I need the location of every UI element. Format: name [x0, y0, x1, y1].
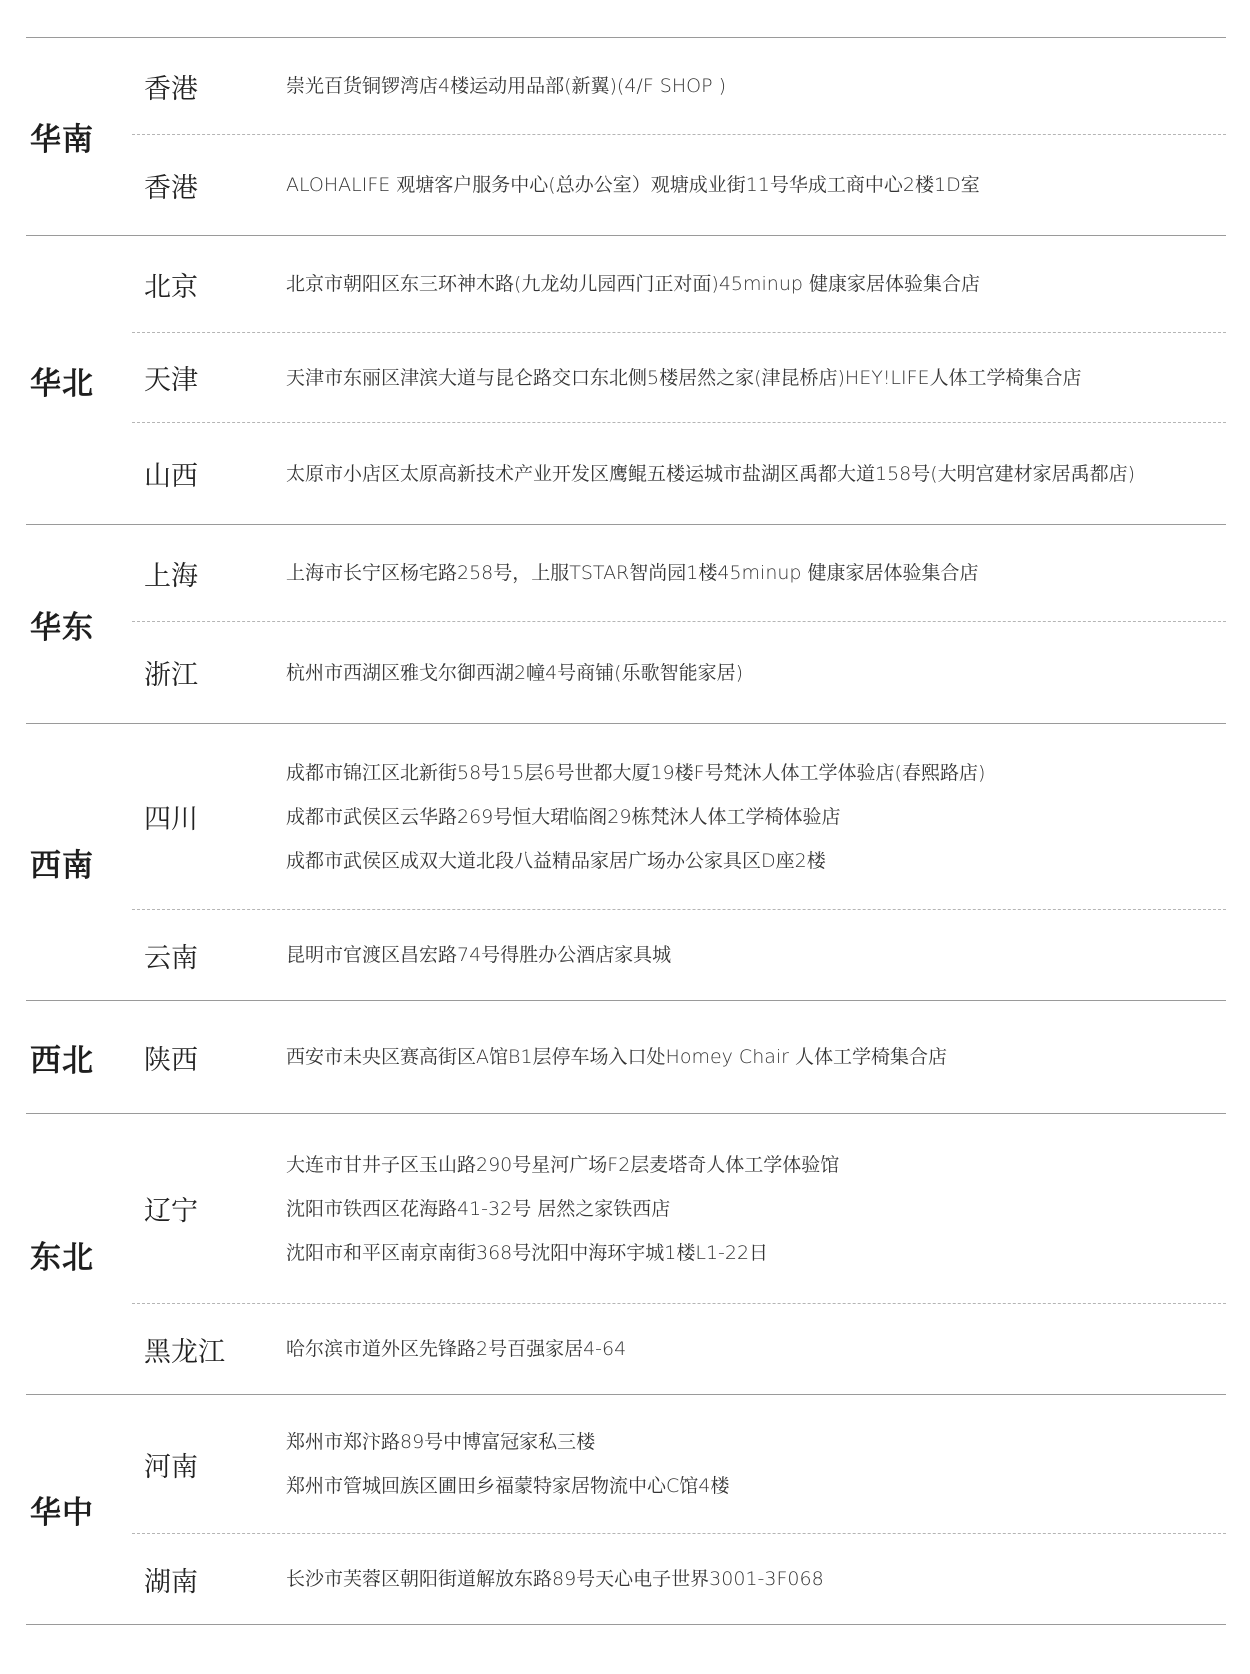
address-line: 崇光百货铜锣湾店4楼运动用品部(新翼)(4/F SHOP ): [286, 75, 726, 97]
province-label: 山西: [144, 461, 198, 492]
region-rows: [132, 236, 1226, 524]
province-label: 浙江: [144, 660, 198, 691]
region-section: [26, 1395, 1226, 1625]
address-line: 大连市甘井子区玉山路290号星河广场F2层麦塔奇人体工学体验馆: [286, 1153, 840, 1176]
address-line: 郑州市郑汴路89号中博富冠家私三楼: [286, 1431, 596, 1453]
store-row: [132, 134, 1226, 235]
province-label: 四川: [144, 804, 198, 835]
region-label: 华北: [30, 365, 94, 402]
address-list: [286, 1557, 824, 1601]
address-list: [286, 64, 726, 108]
province-label: 黑龙江: [144, 1336, 225, 1368]
store-row: [132, 236, 1226, 332]
region-rows: [132, 1395, 1226, 1624]
store-row: [132, 724, 1226, 909]
address-line: 沈阳市和平区南京南街368号沈阳中海环宇城1楼L1-22日: [286, 1241, 769, 1264]
address-line: 天津市东丽区津滨大道与昆仑路交口东北侧5楼居然之家(津昆桥店)HEY!LIFE人体工学椅集合店: [286, 366, 1082, 389]
store-row: [132, 909, 1226, 1000]
region-section: [26, 38, 1226, 236]
address-list: [286, 452, 1135, 496]
store-row: [132, 1001, 1226, 1113]
province-label: 云南: [144, 942, 198, 974]
province-label: 河南: [144, 1451, 198, 1483]
region-section: [26, 525, 1226, 724]
address-list: [286, 1420, 729, 1508]
address-list: [286, 551, 979, 595]
address-line: 西安市未央区赛高街区A馆B1层停车场入口处Homey Chair 人体工学椅集合店: [286, 1046, 948, 1068]
region-label: 西南: [30, 847, 94, 884]
store-row: [132, 525, 1226, 621]
region-rows: [132, 38, 1226, 235]
province-label: 湖南: [144, 1566, 198, 1598]
address-list: [286, 651, 743, 695]
address-line: 成都市武侯区成双大道北段八益精品家居广场办公家具区D座2楼: [286, 849, 826, 872]
address-line: 哈尔滨市道外区先锋路2号百强家居4-64: [286, 1338, 627, 1360]
province-label: 上海: [144, 560, 198, 592]
province-label: 天津: [144, 365, 198, 396]
region-label: 西北: [30, 1042, 94, 1079]
store-row: [132, 38, 1226, 134]
address-list: [286, 933, 671, 977]
region-section: [26, 724, 1226, 1001]
region-label: 华南: [30, 122, 94, 158]
address-list: [286, 751, 985, 883]
address-line: 沈阳市铁西区花海路41-32号 居然之家铁西店: [286, 1197, 671, 1220]
address-list: [286, 1327, 626, 1371]
address-line: 成都市锦江区北新街58号15层6号世都大厦19楼F号梵沐人体工学体验店(春熙路店): [286, 761, 986, 784]
province-label: 北京: [144, 271, 198, 303]
province-label: 香港: [144, 172, 198, 204]
store-directory-table: [26, 37, 1226, 1625]
province-label: 香港: [144, 73, 198, 105]
region-section: [26, 1114, 1226, 1395]
province-label: 辽宁: [144, 1196, 198, 1227]
address-line: 上海市长宁区杨宅路258号，上服TSTAR智尚园1楼45minup 健康家居体验集合店: [286, 562, 979, 584]
province-label: 陕西: [144, 1044, 198, 1076]
address-line: ALOHALIFE 观塘客户服务中心(总办公室）观塘成业街11号华成工商中心2楼1D室: [286, 174, 980, 196]
address-line: 太原市小店区太原高新技术产业开发区鹰鲲五楼运城市盐湖区禹都大道158号(大明宫建材家居禹都店): [286, 462, 1136, 485]
address-line: 郑州市管城回族区圃田乡福蒙特家居物流中心C馆4楼: [286, 1475, 730, 1497]
region-section: [26, 236, 1226, 525]
address-list: [286, 356, 1082, 400]
store-row: [132, 1114, 1226, 1303]
region-label: 华中: [30, 1495, 94, 1531]
store-row: [132, 621, 1226, 723]
region-rows: [132, 525, 1226, 723]
address-list: [286, 262, 980, 306]
address-line: 成都市武侯区云华路269号恒大珺临阁29栋梵沐人体工学椅体验店: [286, 805, 841, 828]
store-row: [132, 1533, 1226, 1624]
address-list: [286, 163, 980, 207]
store-row: [132, 422, 1226, 524]
region-label: 华东: [30, 609, 94, 646]
store-row: [132, 332, 1226, 422]
region-rows: [132, 1114, 1226, 1394]
address-line: 昆明市官渡区昌宏路74号得胜办公酒店家具城: [286, 944, 672, 966]
store-row: [132, 1303, 1226, 1394]
address-line: 北京市朝阳区东三环神木路(九龙幼儿园西门正对面)45minup 健康家居体验集合店: [286, 273, 980, 295]
region-section: [26, 1001, 1226, 1114]
region-rows: [132, 1001, 1226, 1113]
store-row: [132, 1395, 1226, 1533]
address-line: 杭州市西湖区雅戈尔御西湖2幢4号商铺(乐歌智能家居): [286, 661, 744, 684]
region-rows: [132, 724, 1226, 1000]
address-list: [286, 1035, 947, 1079]
address-line: 长沙市芙蓉区朝阳街道解放东路89号天心电子世界3001-3F068: [286, 1568, 824, 1590]
address-list: [286, 1143, 839, 1275]
region-label: 东北: [30, 1239, 94, 1276]
